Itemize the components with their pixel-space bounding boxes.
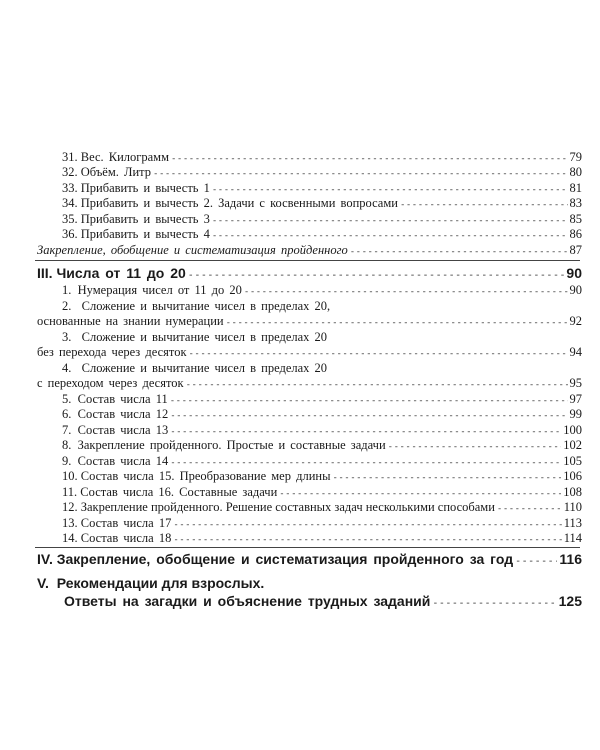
dot-leader	[170, 409, 567, 424]
section-title: Закрепление, обобщение и систематизация пройденного за год	[56, 551, 514, 567]
entry-number: 33.	[62, 181, 78, 195]
entry-page: 99	[569, 407, 582, 421]
entry-title: Состав числа 11	[77, 392, 168, 406]
entry-number: 11.	[62, 485, 78, 499]
entry-title: Прибавить и вычесть 1	[80, 181, 210, 195]
dot-leader	[515, 553, 557, 570]
entry-title: Прибавить и вычесть 3	[80, 212, 210, 226]
entry-title: Прибавить и вычесть 2. Задачи с косвенными вопросами	[80, 196, 398, 210]
entry-title: Закрепление пройденного. Решение составных задач несколькими способами	[80, 500, 495, 514]
entry-number: 34.	[62, 196, 78, 210]
toc-entry-8[interactable]	[62, 438, 582, 455]
entry-page: 90	[569, 283, 582, 297]
entry-page: 105	[563, 454, 582, 468]
toc-entry-12[interactable]	[62, 500, 582, 517]
entry-page: 92	[569, 314, 582, 328]
section-title: Рекомендации для взрослых.	[56, 575, 265, 591]
entry-title: Состав числа 14	[77, 454, 169, 468]
section-subtitle: Ответы на загадки и объяснение трудных заданий	[64, 593, 431, 609]
entry-number: 14.	[62, 531, 78, 545]
entry-number: 9.	[62, 454, 72, 468]
entry-title: Состав числа 18	[80, 531, 172, 545]
section-title: Числа от 11 до 20	[56, 265, 186, 281]
section-page: 116	[559, 551, 582, 567]
dot-leader	[226, 316, 568, 331]
toc-entry-10[interactable]	[62, 469, 582, 486]
dot-leader	[212, 229, 568, 244]
entry-page: 100	[563, 423, 582, 437]
dot-leader	[388, 440, 562, 455]
entry-title: Сложение и вычитание чисел в пределах 20	[81, 330, 328, 344]
toc-entry-34[interactable]	[62, 196, 582, 213]
toc-section-5-line2[interactable]	[64, 593, 582, 612]
entry-title: Состав числа 12	[77, 407, 169, 421]
toc-entry-36[interactable]	[62, 227, 582, 244]
dot-leader	[186, 378, 568, 393]
entry-number: 12.	[62, 500, 78, 514]
entry-title: Состав числа 15. Преобразование мер длины	[80, 469, 331, 483]
entry-number: 10.	[62, 469, 78, 483]
entry-page: 110	[563, 500, 582, 514]
entry-title: Вес. Килограмм	[80, 150, 170, 164]
entry-title-continued: основанные на знании нумерации	[37, 314, 224, 328]
entry-page: 83	[569, 196, 582, 210]
entry-number: 2.	[62, 299, 72, 313]
entry-page: 86	[569, 227, 582, 241]
section-roman: V.	[37, 575, 49, 591]
toc-entry-summary[interactable]	[37, 243, 582, 260]
toc-section-3[interactable]	[37, 265, 582, 284]
entry-page: 106	[563, 469, 582, 483]
toc-entry-2-line2[interactable]	[37, 314, 582, 331]
entry-page: 113	[563, 516, 582, 530]
entry-title: Объём. Литр	[80, 165, 152, 179]
entry-title: Состав числа 16. Составные задачи	[80, 485, 278, 499]
entry-number: 4.	[62, 361, 72, 375]
toc-section-4[interactable]	[37, 551, 582, 570]
section-page: 90	[566, 265, 582, 281]
toc-entry-3-line1[interactable]	[62, 330, 327, 345]
entry-title: Закрепление пройденного. Простые и составные задачи	[77, 438, 386, 452]
dot-leader	[350, 245, 568, 260]
entry-page: 114	[563, 531, 582, 545]
entry-page: 97	[569, 392, 582, 406]
entry-page: 80	[569, 165, 582, 179]
toc-section-5-line1[interactable]	[37, 575, 264, 592]
entry-number: 1.	[62, 283, 72, 297]
entry-title: Закрепление, обобщение и систематизация пройденного	[37, 243, 348, 257]
entry-number: 32.	[62, 165, 78, 179]
entry-number: 5.	[62, 392, 72, 406]
entry-page: 108	[563, 485, 582, 499]
dot-leader	[153, 167, 567, 182]
section-divider	[35, 547, 580, 548]
dot-leader	[188, 267, 565, 284]
section-roman: III.	[37, 265, 53, 281]
entry-title-continued: с переходом через десяток	[37, 376, 184, 390]
dot-leader	[189, 347, 568, 362]
entry-number: 36.	[62, 227, 78, 241]
toc-entry-6[interactable]	[62, 407, 582, 424]
dot-leader	[173, 533, 561, 548]
toc-entry-2-line1[interactable]	[62, 299, 330, 314]
entry-title: Состав числа 13	[77, 423, 169, 437]
entry-title: Сложение и вычитание чисел в пределах 20,	[81, 299, 331, 313]
entry-page: 87	[569, 243, 582, 257]
toc-entry-4-line2[interactable]	[37, 376, 582, 393]
entry-title: Нумерация чисел от 11 до 20	[77, 283, 242, 297]
dot-leader	[332, 471, 561, 486]
toc-entry-14[interactable]	[62, 531, 582, 548]
entry-number: 31.	[62, 150, 78, 164]
dot-leader	[244, 285, 568, 300]
entry-page: 79	[569, 150, 582, 164]
entry-title: Прибавить и вычесть 4	[80, 227, 210, 241]
toc-entry-3-line2[interactable]	[37, 345, 582, 362]
dot-leader	[497, 502, 562, 517]
entry-page: 102	[563, 438, 582, 452]
entry-page: 95	[569, 376, 582, 390]
section-roman: IV.	[37, 551, 53, 567]
toc-entry-1[interactable]	[62, 283, 582, 300]
entry-number: 3.	[62, 330, 72, 344]
entry-number: 7.	[62, 423, 72, 437]
entry-page: 85	[569, 212, 582, 226]
entry-number: 8.	[62, 438, 72, 452]
entry-number: 13.	[62, 516, 78, 530]
entry-number: 6.	[62, 407, 72, 421]
entry-title: Состав числа 17	[80, 516, 172, 530]
dot-leader	[400, 198, 568, 213]
entry-page: 94	[569, 345, 582, 359]
entry-title: Сложение и вычитание чисел в пределах 20	[81, 361, 328, 375]
entry-page: 81	[569, 181, 582, 195]
toc-entry-32[interactable]	[62, 165, 582, 182]
entry-number: 35.	[62, 212, 78, 226]
toc-entry-4-line1[interactable]	[62, 361, 327, 376]
dot-leader	[432, 595, 556, 612]
section-page: 125	[558, 593, 582, 609]
entry-title-continued: без перехода через десяток	[37, 345, 187, 359]
section-divider	[35, 260, 580, 261]
